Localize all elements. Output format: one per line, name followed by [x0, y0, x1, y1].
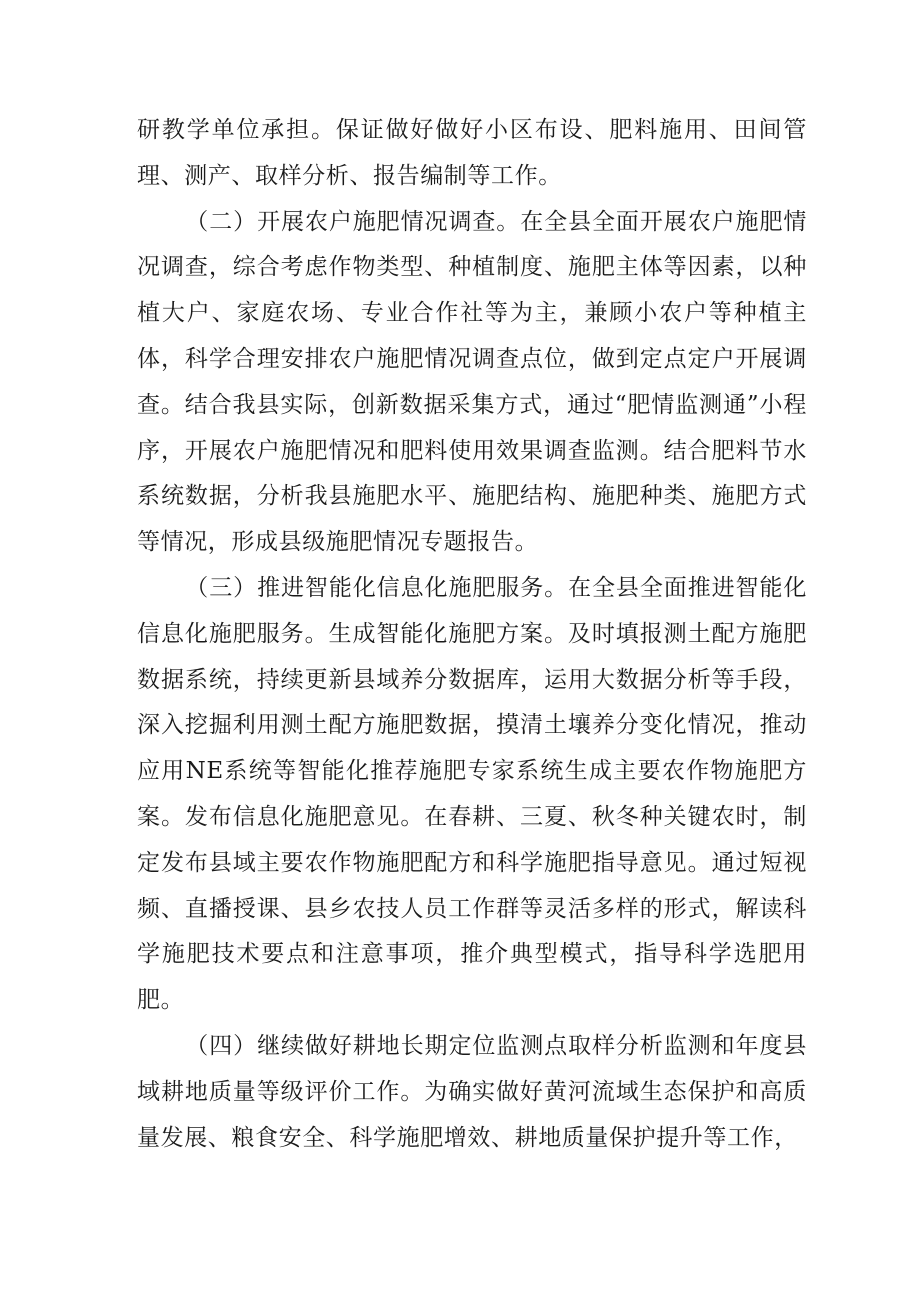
paragraph-section-4-monitoring: （四）继续做好耕地长期定位监测点取样分析监测和年度县域耕地质量等级评价工作。为确实做好黄河流域生态保护和高质量发展、粮食安全、科学施肥增效、耕地质量保护提升等工作， — [137, 1032, 807, 1151]
paragraph-continued: 研教学单位承担。保证做好做好小区布设、肥料施用、田间管理、测产、取样分析、报告编制等工作。 — [137, 117, 807, 189]
paragraph-section-3-smart-fertilization: （三）推进智能化信息化施肥服务。在全县全面推进智能化信息化施肥服务。生成智能化施肥方案。及时填报测土配方施肥数据系统，持续更新县域养分数据库，运用大数据分析等手段，深入挖掘利用测土配方施肥数据，摸清土壤养分变化情况，推动应用NE系统等智能化推荐施肥专家系统生成主要农作物施肥方案。发布信息化施肥意见。在春耕、三夏、秋冬种关键农时，制定发布县域主要农作物施肥配方和科学施肥指导意见。通过短视频、直播授课、县乡农技人员工作群等灵活多样的形式，解读科学施肥技术要点和注意事项，推介典型模式，指导科学选肥用肥。 — [137, 574, 807, 1014]
paragraph-section-2-farmer-survey: （二）开展农户施肥情况调查。在全县全面开展农户施肥情况调查，综合考虑作物类型、种植制度、施肥主体等因素，以种植大户、家庭农场、专业合作社等为主，兼顾小农户等种植主体，科学合理安排农户施肥情况调查点位，做到定点定户开展调查。结合我县实际，创新数据采集方式，通过“肥情监测通”小程序，开展农户施肥情况和肥料使用效果调查监测。结合肥料节水系统数据，分析我县施肥水平、施肥结构、施肥种类、施肥方式等情况，形成县级施肥情况专题报告。 — [137, 208, 807, 556]
document-body — [137, 108, 807, 1161]
